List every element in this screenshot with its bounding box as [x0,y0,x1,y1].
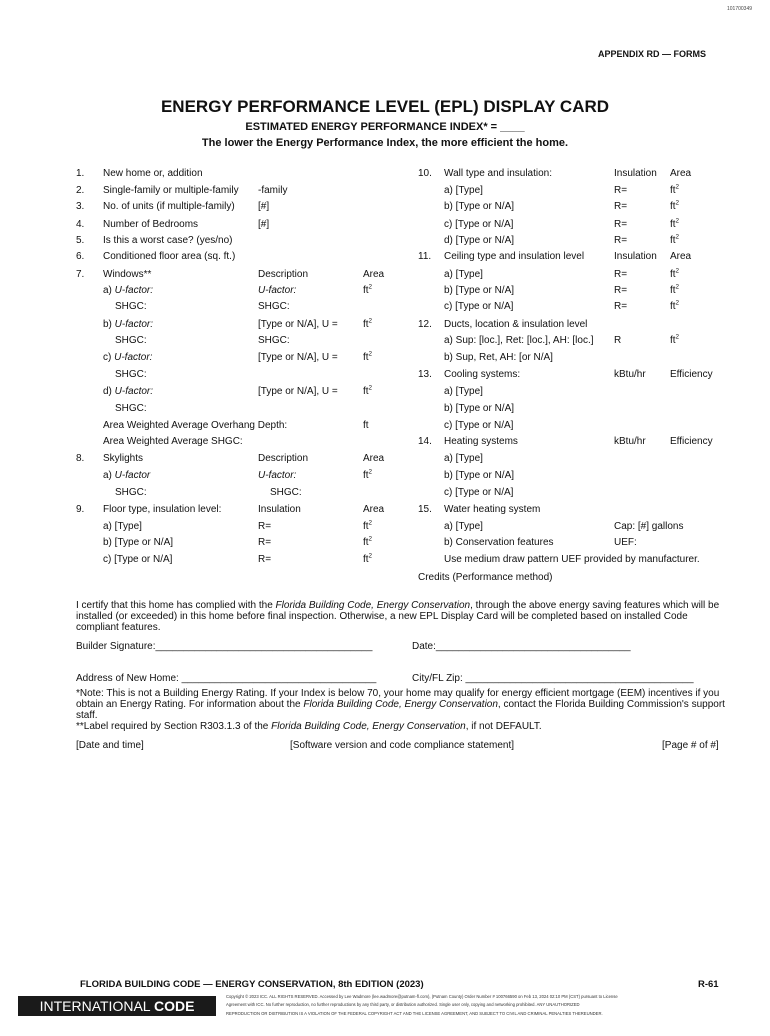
window-d-area: $ft^2$ [363,385,372,397]
wall-d: d) [Type or N/A] [444,235,515,246]
column-header-kbtu: kBtu/hr [614,436,646,447]
floor-b: b) [Type or N/A] [103,537,174,548]
copyright-line-3: REPRODUCTION OR DISTRIBUTION IS A VIOLATION OF THE FEDERAL COPYRIGHT ACT AND THE LICENSE AGREEMENT, AND SUBJECT TO CIVIL AND CRIMINAL PENALTIES THEREUNDER. [226,1011,603,1016]
wall-c-area: $ft^2$ [670,218,679,230]
footer-page-number: R-61 [698,979,719,990]
label-required-note: **Label required by Section R303.1.3 of the Florida Building Code, Energy Conservation, if not DEFAULT. [76,721,542,732]
item-number: 9. [76,504,85,515]
column-header-insulation: Insulation [614,168,657,179]
overhang-unit: ft [363,420,369,431]
appendix-header: APPENDIX RD — FORMS [598,49,707,59]
column-header-insulation: Insulation [614,251,657,262]
floor-a: a) [Type] [103,521,142,532]
column-header-area: Area [670,168,692,179]
cooling-b: b) [Type or N/A] [444,403,515,414]
item-number: 3. [76,201,85,212]
window-b: b) U-factor: [103,319,154,330]
column-header-description: Description [258,453,309,464]
water-heater-capacity: Cap: [#] gallons [614,521,684,532]
item-number: 2. [76,185,85,196]
item-label: Windows** [103,269,152,280]
city-zip-field[interactable]: City/FL Zip: _________________________________________ [412,673,694,684]
item-number: 5. [76,235,85,246]
column-header-area: Area [670,251,692,262]
energy-rating-note: *Note: This is not a Building Energy Rating. If your Index is below 70, your home may qualify for energy efficient mortgage (EEM) incentives if you obtain an Energy Rating. For information about the Florida Building Code, Energy Conservation, contact the Florida Building Commission's support staff. [76,688,725,721]
wall-b-r: R= [614,201,628,212]
item-label: Floor type, insulation level: [103,504,222,515]
page-count-placeholder: [Page # of #] [662,740,719,751]
floor-c-area: $ft^2$ [363,553,372,565]
ceiling-a-area: $ft^2$ [670,268,679,280]
wall-b-area: $ft^2$ [670,200,679,212]
item-label: Heating systems [444,436,518,447]
window-b-shgc-desc: SHGC: [258,335,290,346]
floor-c: c) [Type or N/A] [103,554,173,565]
wall-a-area: $ft^2$ [670,184,679,196]
item-number: 13. [418,369,432,380]
window-a-shgc-desc: SHGC: [258,301,290,312]
item-label: Skylights [103,453,144,464]
item-label: Ceiling type and insulation level [444,251,585,262]
window-d-desc: [Type or N/A], U = [258,386,338,397]
skylight-a-shgc: SHGC: [115,487,147,498]
item-label: Conditioned floor area (sq. ft.) [103,251,236,262]
window-d: d) U-factor: [103,386,154,397]
floor-b-area: $ft^2$ [363,536,372,548]
floor-a-r: R= [258,521,272,532]
column-header-kbtu: kBtu/hr [614,369,646,380]
wall-c: c) [Type or N/A] [444,219,514,230]
item-number: 11. [418,251,432,262]
item-number: 6. [76,251,85,262]
average-shgc: Area Weighted Average SHGC: [103,436,243,447]
item-number: 4. [76,219,85,230]
ceiling-c-area: $ft^2$ [670,300,679,312]
item-label: Ducts, location & insulation level [444,319,588,330]
cooling-c: c) [Type or N/A] [444,420,514,431]
wall-d-area: $ft^2$ [670,234,679,246]
window-b-desc: [Type or N/A], U = [258,319,338,330]
water-heater-a: a) [Type] [444,521,483,532]
credits-label: Credits (Performance method) [418,572,553,583]
window-c: c) U-factor: [103,352,153,363]
ceiling-a: a) [Type] [444,269,483,280]
item-label: Wall type and insulation: [444,168,553,179]
skylight-a-desc: U-factor: [258,470,297,481]
item-label: Cooling systems: [444,369,521,380]
date-field[interactable]: Date:___________________________________ [412,641,631,652]
wall-b: b) [Type or N/A] [444,201,515,212]
address-field[interactable]: Address of New Home: ___________________________________ [76,673,377,684]
item-label: Is this a worst case? (yes/no) [103,235,233,246]
ceiling-a-r: R= [614,269,628,280]
window-b-area: $ft^2$ [363,318,372,330]
skylight-a-area: $ft^2$ [363,469,372,481]
item-number: 14. [418,436,432,447]
document-id: 101700349 [727,6,753,12]
tagline: The lower the Energy Performance Index, the more efficient the home. [201,137,569,149]
item-label: Single-family or multiple-family [103,185,239,196]
window-a-shgc: SHGC: [115,301,147,312]
ceiling-b-r: R= [614,285,628,296]
ceiling-b-area: $ft^2$ [670,284,679,296]
item-value: -family [258,185,288,196]
item-number: 7. [76,269,85,280]
heating-c: c) [Type or N/A] [444,487,514,498]
column-header-description: Description [258,269,309,280]
certification-statement: I certify that this home has complied with the Florida Building Code, Energy Conservation, through the above energy saving features which will be installed (or exceeded) in this home before final inspection. Otherwise, a new EPL Display Card will be completed based on installed Code compliant features. [76,600,720,633]
page-title: ENERGY PERFORMANCE LEVEL (EPL) DISPLAY CARD [160,97,610,116]
software-placeholder: [Software version and code compliance statement] [290,740,515,751]
copyright-line-2: Agreement with ICC. No further reproduction, no further reproductions by any third party, or distribution authorized. Single user only, copying and networking prohibited. ANY UNAUTHORIZED [226,1002,580,1007]
column-header-efficiency: Efficiency [670,436,713,447]
item-label: No. of units (if multiple-family) [103,201,235,212]
floor-c-r: R= [258,554,272,565]
footer-code-title: FLORIDA BUILDING CODE — ENERGY CONSERVATION, 8th EDITION (2023) [80,979,424,990]
window-a-desc: U-factor: [258,285,297,296]
water-heater-uef: UEF: [614,537,637,548]
item-number: 12. [418,319,432,330]
item-number: 8. [76,453,85,464]
wall-a: a) [Type] [444,185,483,196]
column-header-efficiency: Efficiency [670,369,713,380]
cooling-a: a) [Type] [444,386,483,397]
water-heater-note: Use medium draw pattern UEF provided by manufacturer. [444,554,700,565]
window-a: a) U-factor: [103,285,154,296]
builder-signature-field[interactable]: Builder Signature:_______________________________________ [76,641,373,652]
duct-b: b) Sup, Ret, AH: [or N/A] [444,352,553,363]
heating-b: b) [Type or N/A] [444,470,515,481]
window-c-desc: [Type or N/A], U = [258,352,338,363]
floor-b-r: R= [258,537,272,548]
duct-a-r: R [614,335,622,346]
duct-a-area: $ft^2$ [670,334,679,346]
wall-a-r: R= [614,185,628,196]
column-header-area: Area [363,269,385,280]
skylight-a: a) U-factor [103,470,151,481]
window-b-shgc: SHGC: [115,335,147,346]
item-label: New home or, addition [103,168,203,179]
item-label: Water heating system [444,504,541,515]
item-value: [#] [258,219,270,230]
icc-logo: INTERNATIONAL CODE COUNCIL [18,996,216,1016]
window-a-area: $ft^2$ [363,284,372,296]
wall-c-r: R= [614,219,628,230]
item-number: 15. [418,504,432,515]
ceiling-b: b) [Type or N/A] [444,285,515,296]
skylight-a-shgc-desc: SHGC: [270,487,302,498]
ceiling-c: c) [Type or N/A] [444,301,514,312]
column-header-area: Area [363,453,385,464]
water-heater-b: b) Conservation features [444,537,554,548]
duct-a: a) Sup: [loc.], Ret: [loc.], AH: [loc.] [444,335,594,346]
window-c-shgc: SHGC: [115,369,147,380]
column-header-area: Area [363,504,385,515]
floor-a-area: $ft^2$ [363,520,372,532]
ceiling-c-r: R= [614,301,628,312]
subtitle: ESTIMATED ENERGY PERFORMANCE INDEX* = ____ [245,121,525,133]
heating-a: a) [Type] [444,453,483,464]
date-time-placeholder: [Date and time] [76,740,144,751]
item-number: 1. [76,168,85,179]
overhang-depth: Area Weighted Average Overhang Depth: [103,420,288,431]
item-number: 10. [418,168,432,179]
wall-d-r: R= [614,235,628,246]
item-value: [#] [258,201,270,212]
window-d-shgc: SHGC: [115,403,147,414]
column-header-insulation: Insulation [258,504,301,515]
window-c-area: $ft^2$ [363,351,372,363]
copyright-line-1: Copyright © 2023 ICC. ALL RIGHTS RESERVED. Accessed by Lee Wadmore (lee.wadmore@putnam-fl.com), (Putnam County) Order Number # 100766590 on Feb 13, 2024 02:10 PM (CST) pursuant to License [226,994,618,999]
item-label: Number of Bedrooms [103,219,199,230]
